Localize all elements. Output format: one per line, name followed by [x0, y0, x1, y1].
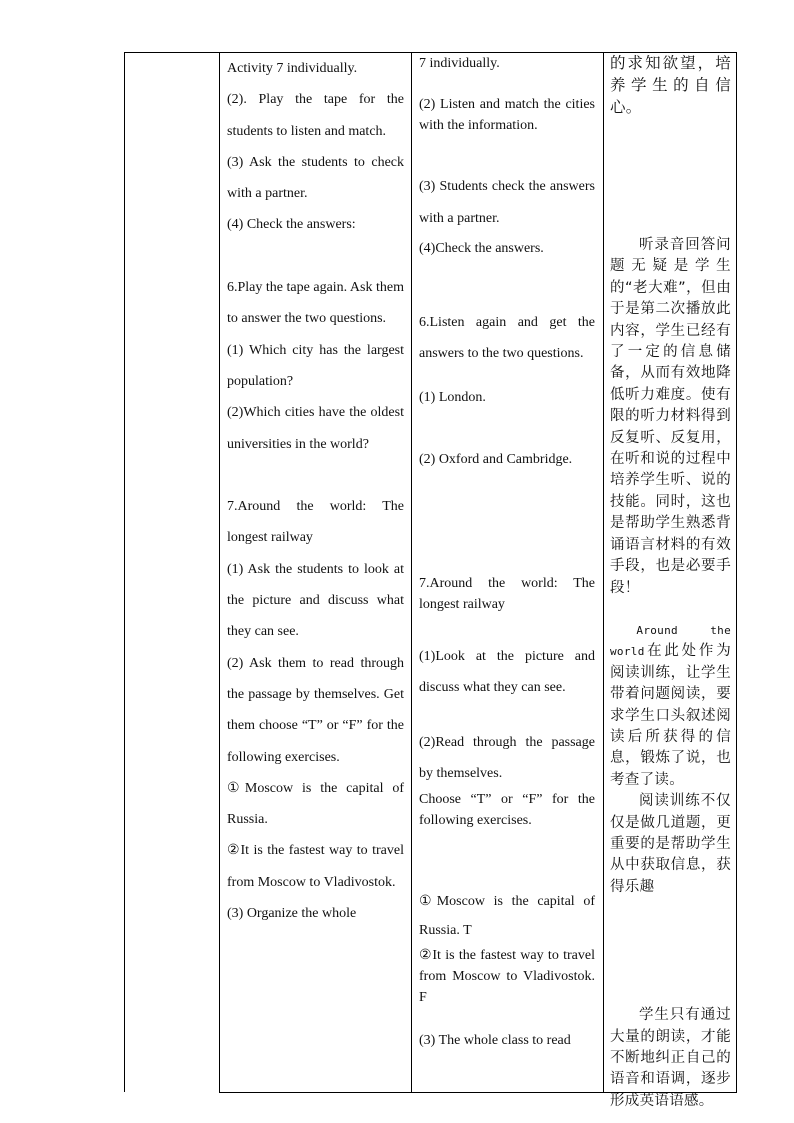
col2-check-answers: (4) Check the answers: [227, 217, 356, 233]
col3-read-through: (2)Read through the passage by themselves. [419, 735, 595, 781]
col2-ask-check: (3) Ask the students to check with a partner. [227, 154, 404, 202]
col3-check-partner: (3) Students check the answers with a partner. [419, 179, 595, 226]
col2-read-passage: (2) Ask them to read through the passage by themselves. Get them choose “T” or “F” for the following exercises. [227, 655, 404, 765]
col3-look-discuss: (1)Look at the picture and discuss what they can see. [419, 649, 595, 695]
table-divider-2 [411, 52, 412, 1092]
col2-organize: (3) Organize the whole [227, 906, 357, 922]
col3-whole-class: (3) The whole class to read [419, 1033, 571, 1048]
teacher-activity-column [227, 53, 404, 929]
col4-reading-aloud: 学生只有通过大量的朗读，才能不断地纠正自己的语音和语调，逐步形成英语语感。 [610, 1007, 731, 1109]
table-border-left [124, 52, 125, 1092]
col3-choose-tf: Choose “T” or “F” for the following exercises. [419, 792, 595, 828]
col2-moscow-capital: ①Moscow is the capital of Russia. [227, 780, 404, 828]
col3-london: (1) London. [419, 390, 486, 405]
col4-around-world-label: Around the world [610, 623, 731, 659]
col3-listen-match: (2) Listen and match the cities with the information. [419, 97, 595, 133]
table-border-right [736, 52, 737, 1092]
table-divider-1 [219, 52, 220, 1092]
col2-look-picture: (1) Ask the students to look at the picture and discuss what they can see. [227, 561, 404, 640]
col3-individually: 7 individually. [419, 56, 500, 71]
col3-oxford-cambridge: (2) Oxford and Cambridge. [419, 452, 573, 467]
col4-reading-note: Around the world在此处作为阅读训练，让学生带着问题阅读，要求学生口头叙述阅读后所获得的信息，锻炼了说，也考查了读。 [610, 623, 731, 788]
col4-reading-purpose: 阅读训练不仅仅是做几道题，更重要的是帮助学生从中获取信息，获得乐趣 [610, 793, 731, 895]
col2-play-tape: (2). Play the tape for the students to listen and match. [227, 92, 404, 139]
col2-q2: (2)Which cities have the oldest universities in the world? [227, 405, 404, 452]
col3-check-answers: (4)Check the answers. [419, 241, 544, 256]
table-divider-3 [603, 52, 604, 1092]
col2-play-again: 6.Play the tape again. Ask them to answer the two questions. [227, 280, 404, 327]
col2-blank [227, 241, 404, 272]
design-notes-column [610, 52, 731, 1112]
col3-around-world: 7.Around the world: The longest railway [419, 576, 595, 612]
col3-fastest-way: ②It is the fastest way to travel from Moscow to Vladivostok. F [419, 948, 595, 1005]
col2-line-activity7: Activity 7 individually. [227, 61, 358, 76]
col4-listening-note: 听录音回答问题无疑是学生的“老大难”，但由于是第二次播放此内容，学生已经有了一定的信息储备，从而有效地降低听力难度。使有限的听力材料得到反复听、反复用，在听和说的过程中培养学生听、说的技能。同时，这也是帮助学生熟悉背诵语言材料的有效手段，也是必要手段！ [610, 237, 731, 596]
col3-listen-again: 6.Listen again and get the answers to the two questions. [419, 315, 595, 361]
col2-around-world: 7.Around the world: The longest railway [227, 499, 404, 546]
col2-fastest-way: ②It is the fastest way to travel from Moscow to Vladivostok. [227, 843, 404, 890]
col2-blank [227, 460, 404, 491]
student-activity-column [419, 53, 595, 1051]
col4-confidence: 的求知欲望，培养学生的自信心。 [610, 54, 731, 116]
col2-q1: (1) Which city has the largest population? [227, 342, 404, 389]
col3-moscow-capital: ①Moscow is the capital of Russia. T [419, 894, 595, 938]
